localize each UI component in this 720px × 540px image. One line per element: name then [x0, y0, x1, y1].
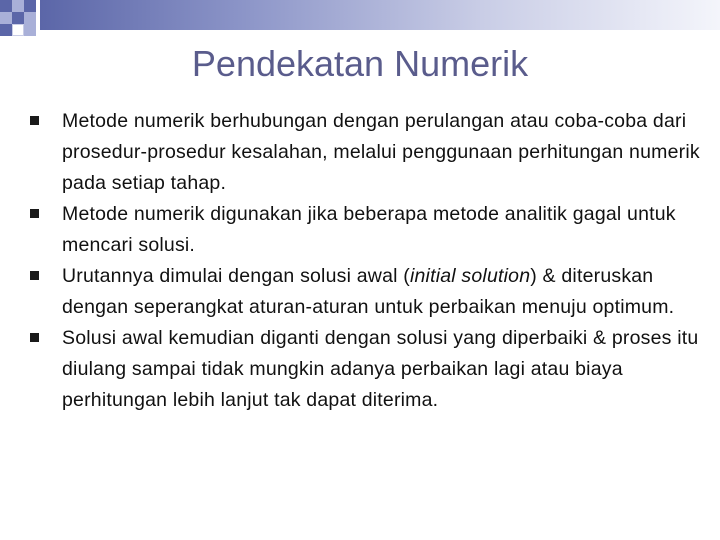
decor-square — [24, 0, 36, 12]
header-decoration — [0, 0, 720, 38]
bullet-item — [30, 261, 700, 323]
square-bullet-icon — [30, 333, 39, 342]
decor-square — [0, 24, 12, 36]
bullet-text: Metode numerik berhubungan dengan perulangan atau coba-coba dari prosedur-prosedur kesalahan, melalui penggunaan perhitungan numerik pada setiap tahap. — [62, 110, 700, 194]
bullet-list — [30, 106, 700, 416]
decor-square — [12, 0, 24, 12]
bullet-item — [30, 199, 700, 261]
slide-title: Pendekatan Numerik — [191, 43, 529, 84]
bullet-item — [30, 323, 700, 416]
bullet-text-italic: initial solution — [409, 265, 531, 287]
bullet-text: Solusi awal kemudian diganti dengan solusi yang diperbaiki & proses itu diulang sampai tidak mungkin adanya perbaikan lagi atau biaya perhitungan lebih lanjut tak dapat diterima. — [62, 327, 699, 411]
bullet-item — [30, 106, 700, 199]
decor-square — [24, 24, 36, 36]
decor-square — [24, 12, 36, 24]
header-gradient-bar — [40, 0, 720, 30]
bullet-text: Metode numerik digunakan jika beberapa metode analitik gagal untuk mencari solusi. — [62, 203, 676, 256]
decor-square — [12, 24, 24, 36]
square-bullet-icon — [30, 116, 39, 125]
square-bullet-icon — [30, 271, 39, 280]
decor-square — [12, 12, 24, 24]
decor-square — [0, 12, 12, 24]
decor-square — [0, 0, 12, 12]
bullet-text-before: Urutannya dimulai dengan solusi awal ( — [62, 265, 410, 287]
square-bullet-icon — [30, 209, 39, 218]
bullet-text-after: ) & diteruskan dengan seperangkat aturan-aturan untuk perbaikan menuju optimum. — [62, 265, 675, 318]
